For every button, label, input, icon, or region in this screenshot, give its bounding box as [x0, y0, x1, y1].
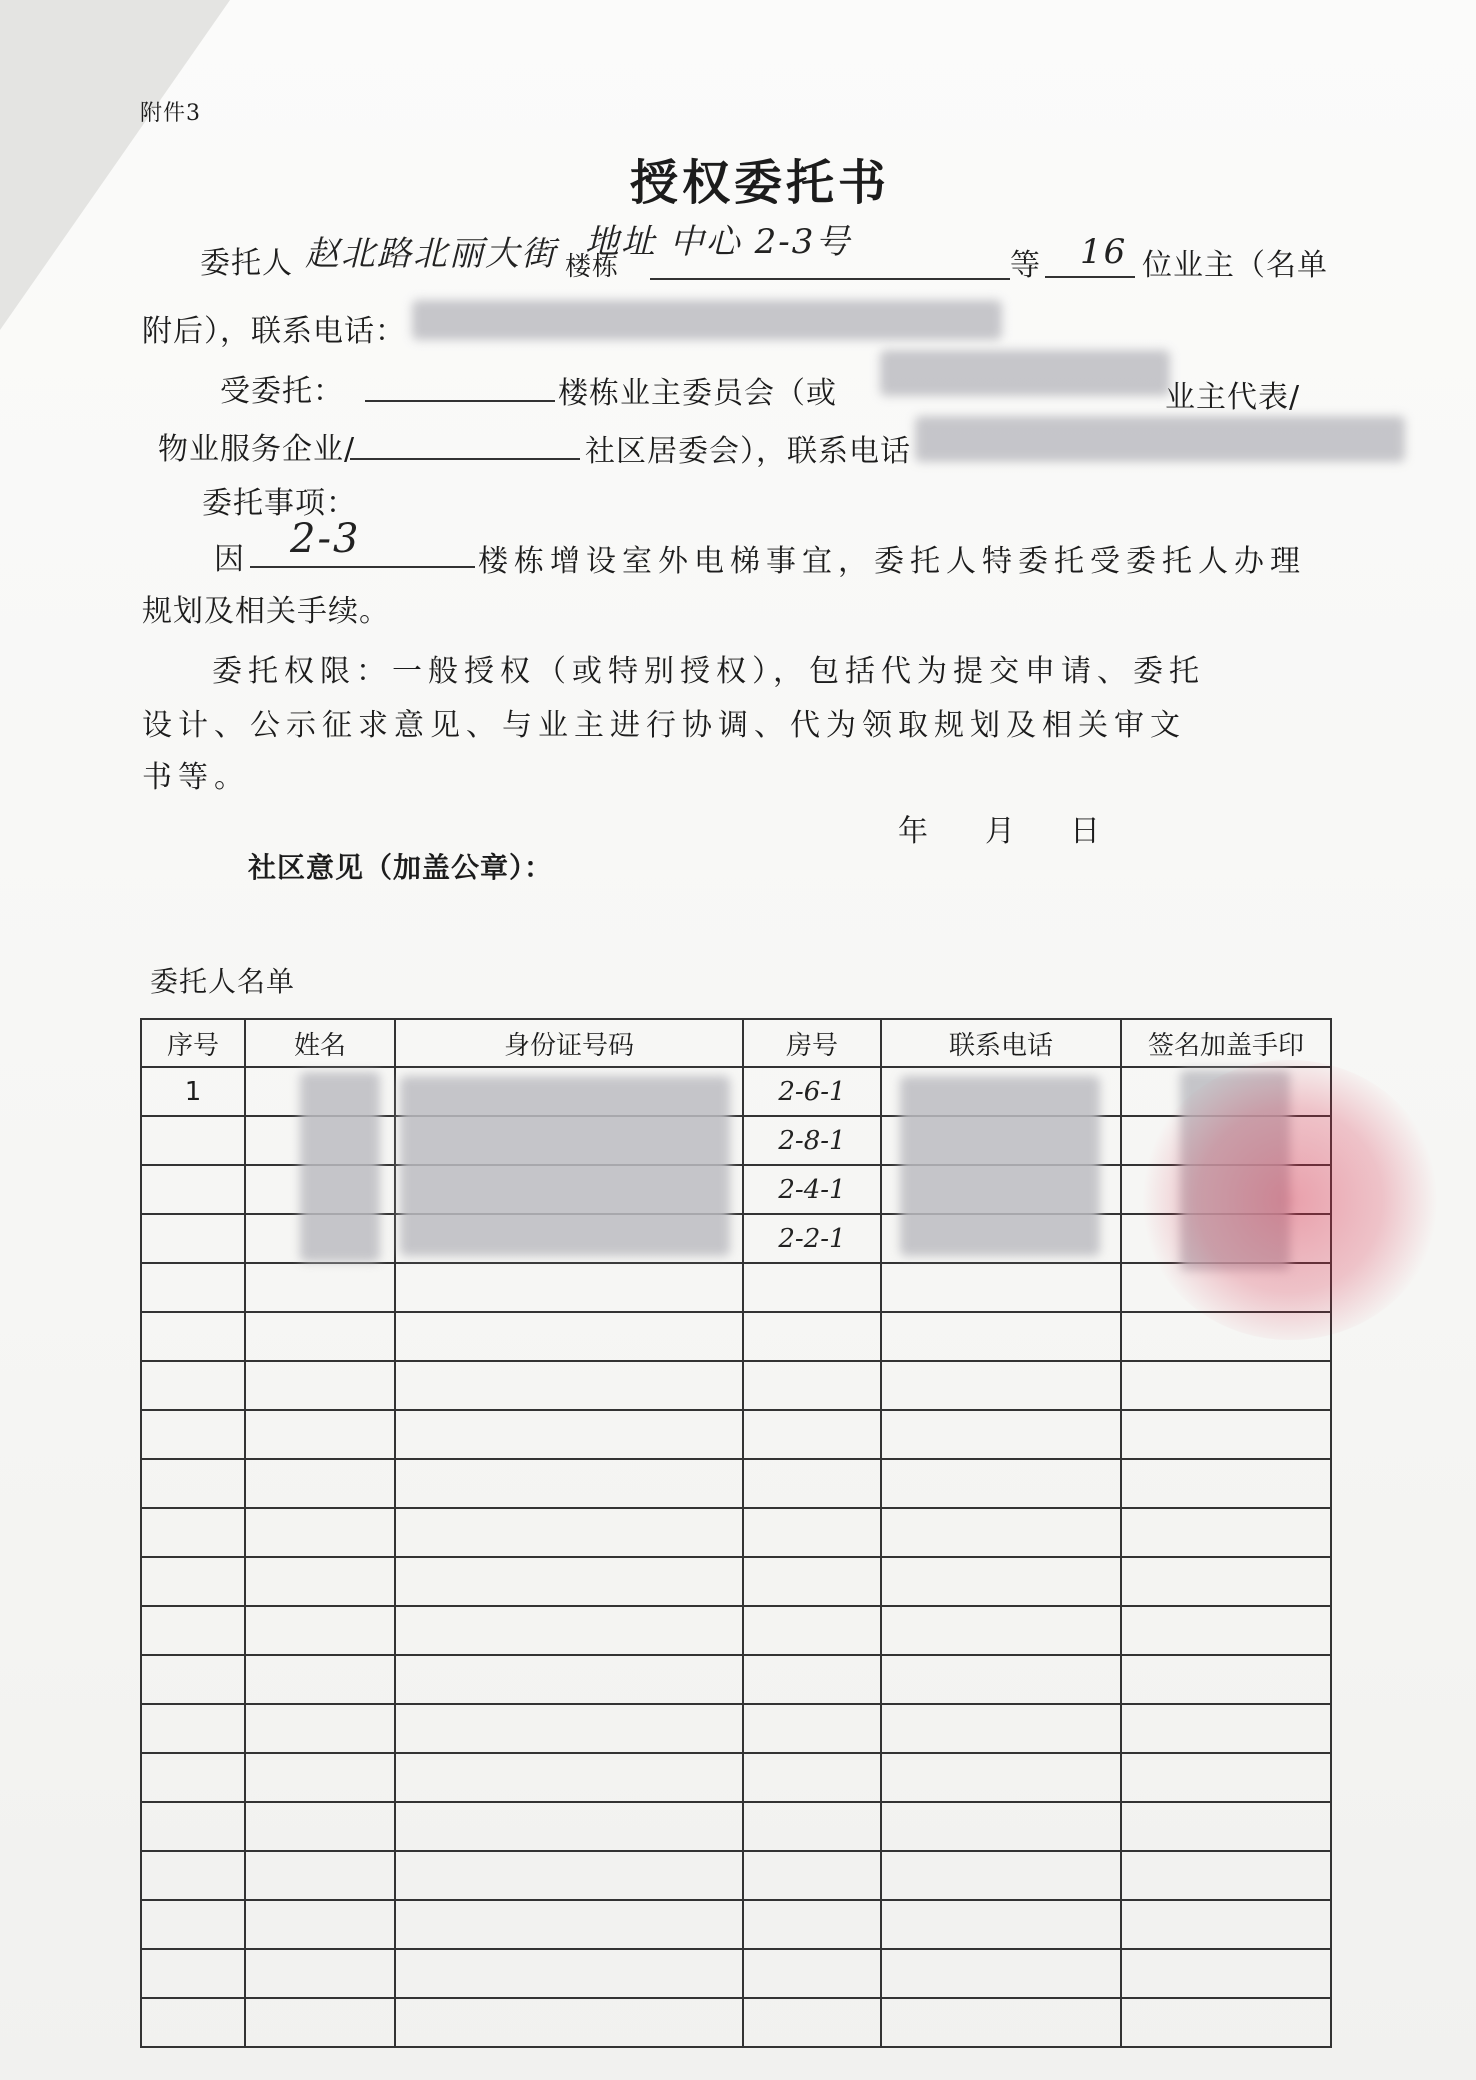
matter-text-2: 规划及相关手续。: [142, 594, 390, 629]
cell-name: [245, 1263, 395, 1312]
community-label: 社区居委会），联系电话: [585, 434, 911, 469]
cell-signature: [1121, 1606, 1331, 1655]
cell-signature: [1121, 1655, 1331, 1704]
table-row: [141, 1606, 1331, 1655]
redacted-phones: [900, 1076, 1100, 1256]
table-row: [141, 1753, 1331, 1802]
cell-signature: [1121, 1802, 1331, 1851]
cell-name: [245, 1900, 395, 1949]
cell-id: [395, 1312, 743, 1361]
cell-id: [395, 1851, 743, 1900]
redacted-names: [300, 1072, 380, 1262]
owner-rep-label: 业主代表/: [1165, 380, 1301, 415]
cell-id: [395, 1361, 743, 1410]
table-row: [141, 1851, 1331, 1900]
roster-label: 委托人名单: [150, 965, 296, 998]
cell-no: [141, 1214, 245, 1263]
table-row: [141, 1949, 1331, 1998]
cell-id: [395, 1753, 743, 1802]
cell-room: 2-2-1: [743, 1214, 881, 1263]
building-underline: [650, 278, 1010, 280]
principal-handwriting: 赵北路北丽大街: [305, 234, 557, 274]
cell-signature: [1121, 1851, 1331, 1900]
cell-no: 1: [141, 1067, 245, 1116]
building-label: 楼栋: [565, 252, 620, 282]
agent-label: 受委托：: [220, 374, 344, 409]
cell-signature: [1121, 1557, 1331, 1606]
cell-phone: [881, 1361, 1121, 1410]
cell-signature: [1121, 1949, 1331, 1998]
header-name: 姓名: [245, 1019, 395, 1067]
agent-committee: 楼栋业主委员会（或: [558, 376, 837, 411]
cell-no: [141, 1508, 245, 1557]
fingerprint-stamp: [1140, 1060, 1440, 1340]
cell-no: [141, 1263, 245, 1312]
attached-phone-label: 附后），联系电话：: [142, 314, 406, 349]
cell-no: [141, 1312, 245, 1361]
cell-name: [245, 1753, 395, 1802]
cell-phone: [881, 1410, 1121, 1459]
table-row: [141, 1900, 1331, 1949]
cell-name: [245, 1606, 395, 1655]
cell-phone: [881, 1851, 1121, 1900]
redacted-phone-1: [412, 300, 1002, 340]
table-row: [141, 1998, 1331, 2047]
matter-label: 委托事项：: [202, 486, 357, 521]
header-phone: 联系电话: [881, 1019, 1121, 1067]
cell-phone: [881, 1557, 1121, 1606]
cell-no: [141, 1998, 245, 2047]
cell-phone: [881, 1753, 1121, 1802]
header-id: 身份证号码: [395, 1019, 743, 1067]
matter-text: 楼栋增设室外电梯事宜，委托人特委托受委托人办理: [478, 544, 1306, 579]
document-title: 授权委托书: [630, 155, 891, 211]
cell-phone: [881, 1459, 1121, 1508]
cell-signature: [1121, 1704, 1331, 1753]
cell-no: [141, 1851, 245, 1900]
cell-name: [245, 1998, 395, 2047]
cell-phone: [881, 1508, 1121, 1557]
cell-phone: [881, 1606, 1121, 1655]
cell-no: [141, 1410, 245, 1459]
cell-name: [245, 1655, 395, 1704]
redacted-rep: [880, 350, 1170, 396]
cell-id: [395, 1998, 743, 2047]
cell-no: [141, 1165, 245, 1214]
date-month: 月: [985, 814, 1016, 849]
cell-id: [395, 1263, 743, 1312]
cell-id: [395, 1459, 743, 1508]
cell-name: [245, 1949, 395, 1998]
cell-id: [395, 1704, 743, 1753]
scope-line-1: 委托权限：一般授权（或特别授权），包括代为提交申请、委托: [212, 654, 1205, 689]
cell-no: [141, 1900, 245, 1949]
matter-building: 2-3: [290, 516, 361, 562]
cell-signature: [1121, 1410, 1331, 1459]
cell-phone: [881, 1900, 1121, 1949]
cell-room: [743, 1459, 881, 1508]
cell-no: [141, 1655, 245, 1704]
cell-no: [141, 1557, 245, 1606]
owner-suffix: 位业主（名单: [1142, 248, 1328, 283]
table-row: [141, 1704, 1331, 1753]
cell-room: [743, 1949, 881, 1998]
cell-name: [245, 1802, 395, 1851]
cell-phone: [881, 1655, 1121, 1704]
cell-room: 2-4-1: [743, 1165, 881, 1214]
cell-room: [743, 1410, 881, 1459]
date-year: 年: [898, 814, 929, 849]
cell-phone: [881, 1312, 1121, 1361]
cell-phone: [881, 1998, 1121, 2047]
roster-header-row: [141, 1019, 1331, 1067]
table-row: [141, 1557, 1331, 1606]
etc-label: 等: [1010, 248, 1041, 283]
date-day: 日: [1070, 814, 1101, 849]
table-row: [141, 1508, 1331, 1557]
cell-name: [245, 1557, 395, 1606]
cell-name: [245, 1704, 395, 1753]
cell-room: 2-8-1: [743, 1116, 881, 1165]
cell-name: [245, 1459, 395, 1508]
cell-no: [141, 1949, 245, 1998]
matter-underline: [250, 566, 475, 568]
cell-no: [141, 1116, 245, 1165]
building-handwriting: 地址 中心 2-3号: [585, 222, 852, 262]
table-row: [141, 1263, 1331, 1312]
property-label: 物业服务企业/: [158, 432, 356, 467]
scope-line-3: 书等。: [142, 760, 250, 795]
table-row: [141, 1459, 1331, 1508]
header-room: 房号: [743, 1019, 881, 1067]
cell-room: [743, 1802, 881, 1851]
agent-underline: [365, 400, 555, 402]
cell-phone: [881, 1949, 1121, 1998]
cell-id: [395, 1410, 743, 1459]
cell-signature: [1121, 1459, 1331, 1508]
cell-name: [245, 1312, 395, 1361]
cell-name: [245, 1508, 395, 1557]
cell-signature: [1121, 1508, 1331, 1557]
principal-label: 委托人: [200, 246, 293, 281]
cell-room: [743, 1606, 881, 1655]
cell-room: [743, 1900, 881, 1949]
cell-name: [245, 1361, 395, 1410]
cell-no: [141, 1606, 245, 1655]
table-row: [141, 1361, 1331, 1410]
cell-signature: [1121, 1753, 1331, 1802]
cell-id: [395, 1557, 743, 1606]
cell-signature: [1121, 1361, 1331, 1410]
table-row: [141, 1312, 1331, 1361]
cell-room: [743, 1753, 881, 1802]
cell-room: [743, 1655, 881, 1704]
cell-room: [743, 1263, 881, 1312]
owner-count: 16: [1080, 232, 1128, 272]
cell-no: [141, 1704, 245, 1753]
cell-no: [141, 1459, 245, 1508]
cell-no: [141, 1802, 245, 1851]
page-fold-corner: [0, 0, 230, 330]
cell-signature: [1121, 1900, 1331, 1949]
cell-name: [245, 1851, 395, 1900]
cell-phone: [881, 1263, 1121, 1312]
cell-name: [245, 1410, 395, 1459]
cell-no: [141, 1753, 245, 1802]
cell-room: [743, 1851, 881, 1900]
cell-room: [743, 1312, 881, 1361]
cell-room: [743, 1998, 881, 2047]
cell-no: [141, 1361, 245, 1410]
cell-phone: [881, 1704, 1121, 1753]
property-underline: [350, 458, 580, 460]
cell-room: 2-6-1: [743, 1067, 881, 1116]
because-label: 因: [214, 542, 245, 577]
cell-id: [395, 1949, 743, 1998]
attachment-label: 附件3: [140, 101, 201, 126]
cell-signature: [1121, 1998, 1331, 2047]
owner-count-underline: [1045, 276, 1135, 278]
cell-room: [743, 1557, 881, 1606]
cell-room: [743, 1361, 881, 1410]
cell-id: [395, 1900, 743, 1949]
redacted-phone-2: [915, 416, 1405, 462]
table-row: [141, 1410, 1331, 1459]
header-no: 序号: [141, 1019, 245, 1067]
redacted-ids: [400, 1076, 730, 1256]
cell-id: [395, 1802, 743, 1851]
cell-id: [395, 1508, 743, 1557]
cell-id: [395, 1606, 743, 1655]
cell-phone: [881, 1802, 1121, 1851]
community-opinion: 社区意见（加盖公章）：: [248, 851, 554, 884]
cell-room: [743, 1508, 881, 1557]
cell-id: [395, 1655, 743, 1704]
table-row: [141, 1655, 1331, 1704]
table-row: [141, 1802, 1331, 1851]
header-signature: 签名加盖手印: [1121, 1019, 1331, 1067]
scope-line-2: 设计、公示征求意见、与业主进行协调、代为领取规划及相关审文: [142, 708, 1186, 743]
cell-room: [743, 1704, 881, 1753]
